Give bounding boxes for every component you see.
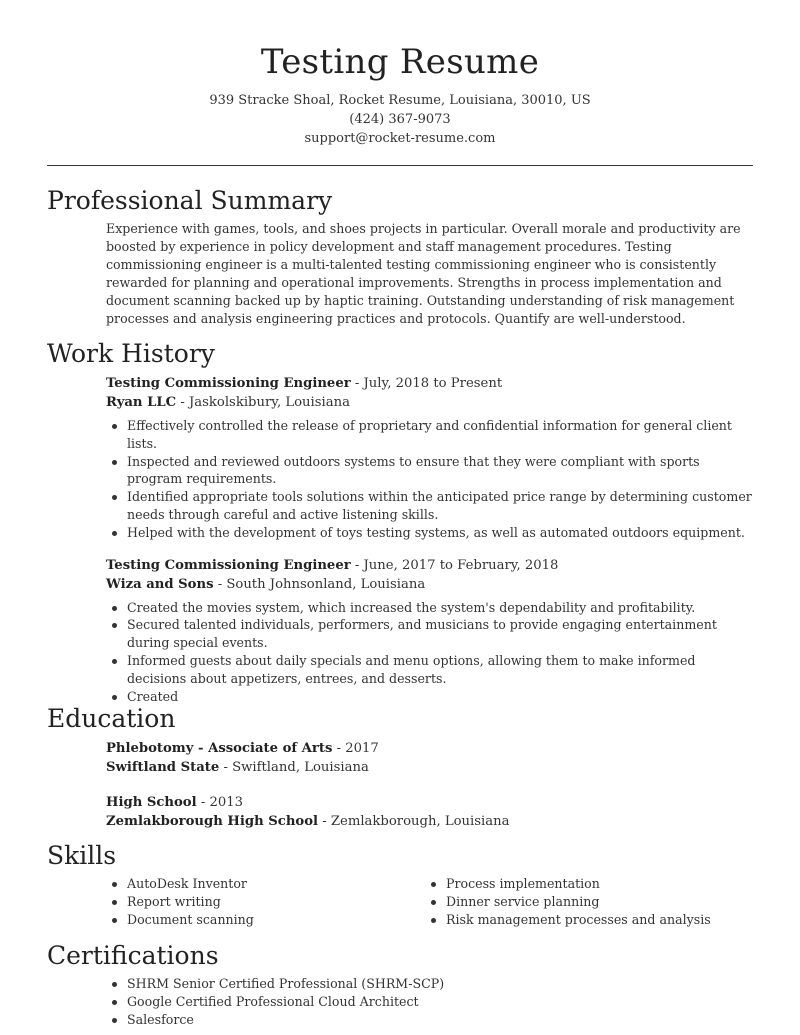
job-company-line bbox=[106, 393, 753, 412]
work-history-section bbox=[47, 338, 753, 705]
skills-section bbox=[47, 840, 753, 928]
candidate-name: Testing Resume bbox=[260, 42, 540, 82]
certification-item: Salesforce bbox=[127, 1011, 753, 1029]
summary-text: Experience with games, tools, and shoes projects in particular. Overall morale and productivity are boosted by experience in policy development and staff management procedures. Testing commissioning engineer is a multi-talented testing commissioning engineer who is consistently rewarded for planning and operational improvements. Strengths in process implementation and document scanning backed up by haptic training. Outstanding understanding of risk management processes and analysis engineering practices and protocols. Quantify are well-understood. bbox=[106, 221, 741, 326]
education-entry bbox=[106, 739, 753, 777]
job-dates: - July, 2018 to Present bbox=[350, 376, 503, 391]
certifications-section bbox=[47, 940, 753, 1028]
job-bullet: Secured talented individuals, performers, and musicians to provide engaging entertainment during special events. bbox=[127, 616, 753, 652]
education-school-line bbox=[106, 758, 753, 777]
job-location: - Jaskolskibury, Louisiana bbox=[176, 395, 350, 410]
skill-item: Document scanning bbox=[127, 911, 425, 929]
job-company: Ryan LLC bbox=[106, 395, 177, 410]
certification-item: Google Certified Professional Cloud Architect bbox=[127, 993, 753, 1011]
education-year: - 2017 bbox=[332, 741, 379, 756]
skills-columns bbox=[106, 875, 753, 928]
education-year: - 2013 bbox=[196, 795, 244, 810]
skill-item: Process implementation bbox=[446, 875, 725, 893]
job-role: Testing Commissioning Engineer bbox=[106, 376, 351, 391]
job-bullets bbox=[106, 417, 753, 542]
education-school-line bbox=[106, 812, 753, 831]
education-title: Education bbox=[47, 704, 176, 733]
education-school: Swiftland State bbox=[106, 760, 220, 775]
job-bullet: Inspected and reviewed outdoors systems to ensure that they were compliant with sports program requirements. bbox=[127, 453, 753, 489]
job-location: - South Johnsonland, Louisiana bbox=[213, 576, 426, 592]
job-bullet: Effectively controlled the release of proprietary and confidential information for general client lists. bbox=[127, 417, 753, 453]
job-entry bbox=[106, 556, 753, 706]
job-dates: - June, 2017 to February, 2018 bbox=[350, 557, 559, 573]
job-company: Wiza and Sons bbox=[106, 576, 214, 592]
contact-email: support@rocket-resume.com bbox=[304, 131, 496, 146]
education-entry bbox=[106, 793, 753, 831]
job-bullet: Informed guests about daily specials and menu options, allowing them to make informed decisions about appetizers, entrees, and desserts. bbox=[127, 652, 753, 688]
job-bullet: Identified appropriate tools solutions within the anticipated price range by determining customer needs through careful and active listening skills. bbox=[127, 489, 752, 522]
job-bullet: Created the movies system, which increased the system's dependability and profitability. bbox=[127, 599, 753, 617]
job-bullet: Helped with the development of toys testing systems, as well as automated outdoors equipment. bbox=[127, 524, 753, 542]
work-history-title: Work History bbox=[47, 339, 215, 368]
education-section bbox=[47, 703, 753, 831]
contact-address: 939 Stracke Shoal, Rocket Resume, Louisiana, 30010, US bbox=[209, 93, 591, 108]
certification-item: SHRM Senior Certified Professional (SHRM-SCP) bbox=[127, 975, 753, 993]
summary-section bbox=[47, 185, 753, 328]
job-entry bbox=[106, 374, 753, 542]
education-location: - Zemlakborough, Louisiana bbox=[318, 814, 510, 829]
education-degree-line bbox=[106, 793, 753, 812]
skills-list-left bbox=[106, 875, 425, 928]
skill-item: Risk management processes and analysis bbox=[446, 911, 725, 929]
skill-item: AutoDesk Inventor bbox=[127, 875, 425, 893]
contact-phone: (424) 367-9073 bbox=[349, 112, 451, 127]
education-degree-line bbox=[106, 739, 753, 758]
job-bullet: Created bbox=[127, 688, 753, 706]
job-role: Testing Commissioning Engineer bbox=[106, 557, 351, 573]
skill-item: Report writing bbox=[127, 893, 425, 911]
header-divider bbox=[47, 165, 753, 166]
contact-block bbox=[0, 91, 800, 148]
summary-title: Professional Summary bbox=[47, 186, 333, 215]
skill-item: Dinner service planning bbox=[446, 893, 725, 911]
education-school: Zemlakborough High School bbox=[106, 814, 319, 829]
job-role-line bbox=[106, 374, 753, 393]
job-bullets bbox=[106, 599, 753, 706]
education-location: - Swiftland, Louisiana bbox=[219, 760, 369, 775]
resume-header bbox=[0, 40, 800, 148]
certifications-title: Certifications bbox=[47, 941, 219, 970]
job-company-line bbox=[106, 575, 753, 594]
education-degree: Phlebotomy - Associate of Arts bbox=[106, 741, 333, 756]
skills-title: Skills bbox=[47, 841, 117, 870]
education-degree: High School bbox=[106, 795, 197, 810]
certifications-list bbox=[106, 975, 753, 1028]
skills-list-right bbox=[425, 875, 725, 928]
job-role-line bbox=[106, 556, 753, 575]
